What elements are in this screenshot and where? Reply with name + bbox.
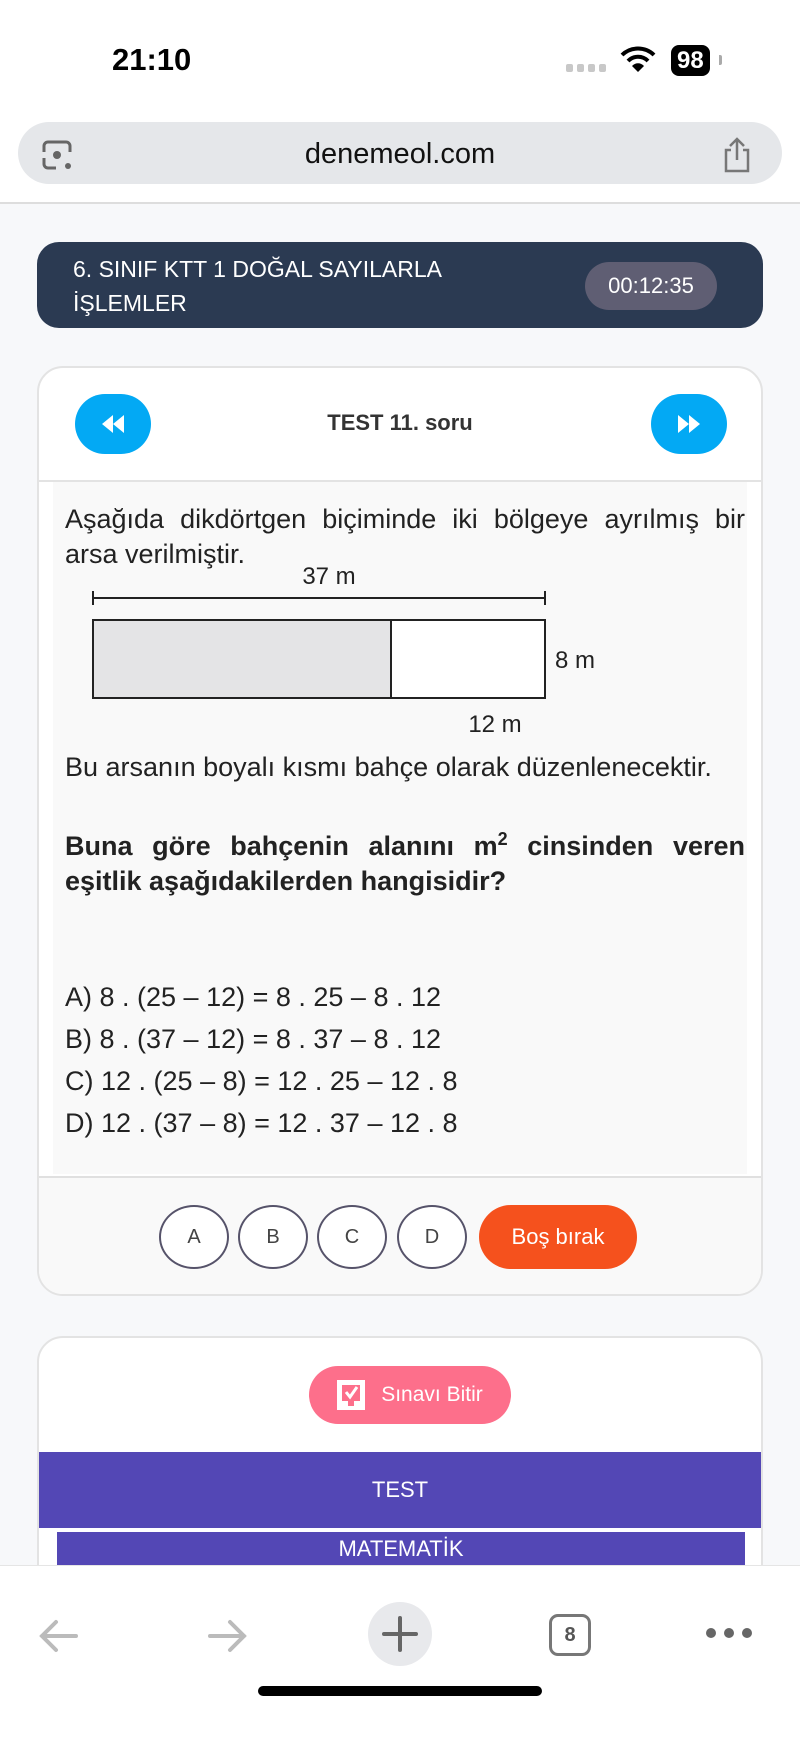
status-bar <box>0 0 800 110</box>
question-intro: Aşağıda dikdörtgen biçiminde iki bölgeye ayrılmış bir arsa verilmiştir. <box>65 504 745 569</box>
figure-segment-label: 12 m <box>468 711 522 738</box>
more-menu-icon[interactable] <box>706 1628 752 1638</box>
home-indicator <box>258 1686 542 1696</box>
option-a: A) 8 . (25 – 12) = 8 . 25 – 8 . 12 <box>65 982 441 1012</box>
land-plot-figure <box>83 562 623 742</box>
prompt-superscript: 2 <box>497 829 508 849</box>
question-prompt <box>65 822 745 899</box>
battery-indicator: 98 <box>671 45 710 76</box>
option-d: D) 12 . (37 – 8) = 12 . 37 – 12 . 8 <box>65 1108 458 1138</box>
forward-arrow-icon[interactable] <box>206 1614 250 1658</box>
next-question-button[interactable] <box>651 394 727 454</box>
browser-address-area <box>0 110 800 204</box>
option-c: C) 12 . (25 – 8) = 12 . 25 – 12 . 8 <box>65 1066 458 1096</box>
new-tab-button[interactable] <box>368 1602 432 1666</box>
prompt-text: Buna göre bahçenin alanını m <box>65 831 498 861</box>
exam-timer: 00:12:35 <box>585 262 717 310</box>
address-bar[interactable] <box>18 122 782 184</box>
answer-a-button[interactable]: A <box>159 1205 229 1269</box>
section-tab-test[interactable]: TEST <box>39 1452 761 1528</box>
finish-exam-label: Sınavı Bitir <box>381 1383 483 1406</box>
subject-tab-matematik[interactable]: MATEMATİK <box>57 1532 745 1592</box>
answer-d-button[interactable]: D <box>397 1205 467 1269</box>
prompt-text: cinsinden veren eşitlik aşağıdakilerden hangisidir? <box>65 831 745 896</box>
exam-title: 6. SINIF KTT 1 DOĞAL SAYILARLA İŞLEMLER <box>73 256 441 316</box>
wifi-icon <box>620 44 656 74</box>
question-number-title: TEST 11. soru <box>327 410 473 435</box>
url-text[interactable]: denemeol.com <box>304 138 496 170</box>
question-statement: Bu arsanın boyalı kısmı bahçe olarak düzenlenecektir. <box>65 752 712 782</box>
option-b: B) 8 . (37 – 12) = 8 . 37 – 8 . 12 <box>65 1024 441 1054</box>
tab-switcher-button[interactable]: 8 <box>549 1614 591 1656</box>
figure-height-label: 8 m <box>555 647 596 674</box>
question-card <box>37 366 763 1296</box>
question-content <box>53 482 747 1174</box>
answer-bar <box>39 1178 761 1296</box>
answer-c-button[interactable]: C <box>317 1205 387 1269</box>
skip-question-button[interactable]: Boş bırak <box>479 1205 637 1269</box>
status-time: 21:10 <box>112 42 192 77</box>
cellular-signal-icon <box>566 64 606 72</box>
exam-header <box>37 242 763 328</box>
share-icon[interactable] <box>720 136 754 174</box>
plus-icon <box>368 1602 432 1666</box>
checkbox-icon <box>337 1380 365 1410</box>
answer-b-button[interactable]: B <box>238 1205 308 1269</box>
browser-toolbar <box>0 1565 800 1738</box>
finish-exam-button[interactable] <box>309 1366 511 1424</box>
back-arrow-icon[interactable] <box>36 1614 80 1658</box>
fast-forward-icon <box>678 415 700 433</box>
battery-tip <box>719 55 722 65</box>
figure-width-label: 37 m <box>302 563 356 590</box>
exam-navigation-card <box>37 1336 763 1596</box>
